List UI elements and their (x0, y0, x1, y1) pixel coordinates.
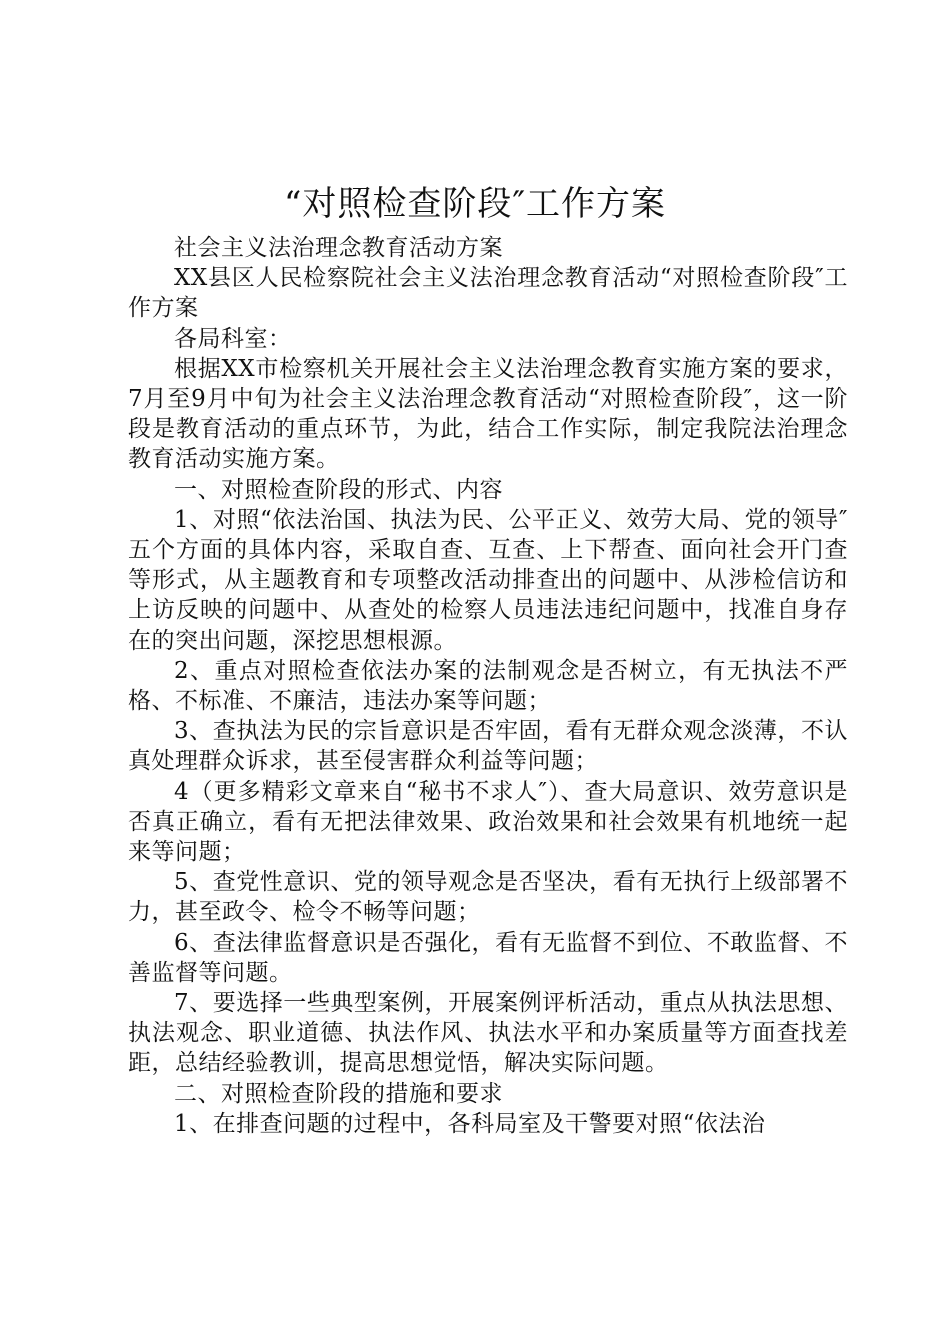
paragraph: XX县区人民检察院社会主义法治理念教育活动“对照检查阶段″工作方案 (128, 265, 848, 322)
document-body (128, 233, 848, 1139)
paragraph: 2、重点对照检查依法办案的法制观念是否树立，有无执法不严格、不标准、不廉洁，违法办案等问题； (128, 657, 848, 715)
document-title: “对照检查阶段″工作方案 (283, 184, 667, 224)
paragraph: 7、要选择一些典型案例，开展案例评析活动，重点从执法思想、执法观念、职业道德、执法作风、执法水平和办案质量等方面查找差距，总结经验教训，提高思想觉悟，解决实际问题。 (128, 990, 848, 1077)
paragraph: 3、查执法为民的宗旨意识是否牢固，看有无群众观念淡薄，不认真处理群众诉求，甚至侵害群众利益等问题； (128, 718, 848, 775)
paragraph: 1、对照“依法治国、执法为民、公平正义、效劳大局、党的领导″五个方面的具体内容，采取自查、互查、上下帮查、面向社会开门查等形式，从主题教育和专项整改活动排查出的问题中、从涉检信访和上访反映的问题中、从查处的检察人员违法违纪问题中，找准自身存在的突出问题，深挖思想根源。 (128, 506, 848, 654)
section-heading: 一、对照检查阶段的形式、内容 (174, 476, 503, 503)
paragraph: 5、查党性意识、党的领导观念是否坚决，看有无执行上级部署不力，甚至政令、检令不畅等问题； (128, 869, 848, 926)
paragraph: 4（更多精彩文章来自“秘书不求人″）、查大局意识、效劳意识是否真正确立，看有无把法律效果、政治效果和社会效果有机地统一起来等问题； (128, 778, 848, 866)
paragraph: 根据XX市检察机关开展社会主义法治理念教育实施方案的要求，7月至9月中旬为社会主义法治理念教育活动“对照检查阶段″，这一阶段是教育活动的重点环节，为此，结合工作实际，制定我院法治理念教育活动实施方案。 (128, 355, 848, 473)
section-heading: 二、对照检查阶段的措施和要求 (174, 1080, 503, 1107)
paragraph: 社会主义法治理念教育活动方案 (174, 235, 503, 261)
paragraph: 6、查法律监督意识是否强化，看有无监督不到位、不敢监督、不善监督等问题。 (128, 929, 848, 986)
paragraph: 各局科室： (174, 325, 292, 352)
paragraph: 1、在排查问题的过程中，各科局室及干警要对照“依法治 (174, 1110, 766, 1137)
